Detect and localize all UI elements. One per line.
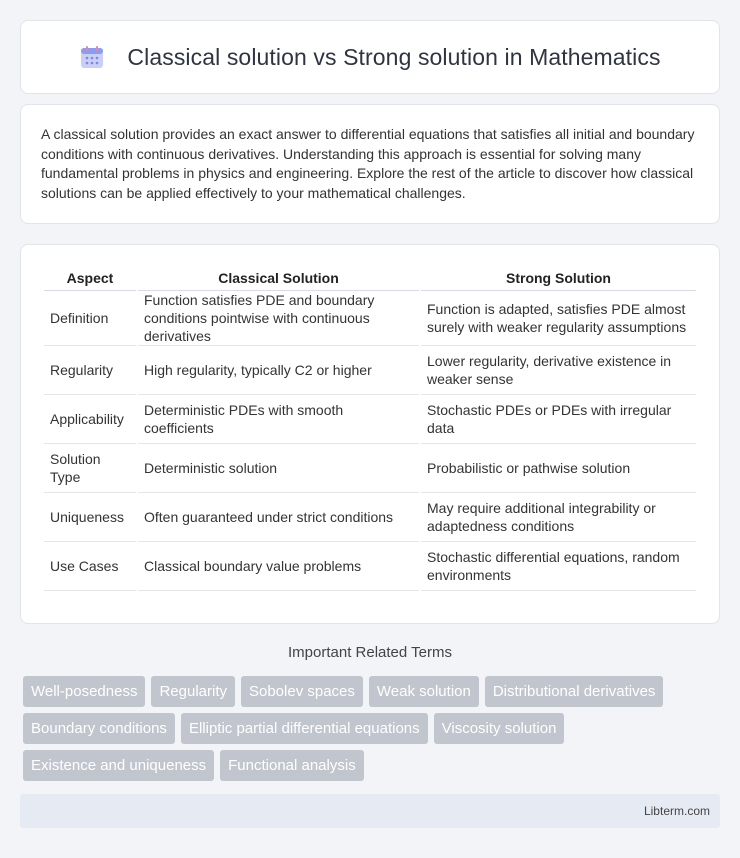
related-terms-list <box>23 676 723 787</box>
table-row <box>44 493 696 542</box>
cell-aspect: Definition <box>44 291 136 346</box>
comparison-table-card <box>20 244 720 624</box>
cell-strong: May require additional integrability or adaptedness conditions <box>421 493 696 542</box>
related-term-tag[interactable]: Functional analysis <box>220 750 364 781</box>
related-terms-title: Important Related Terms <box>288 644 452 661</box>
footer <box>20 794 720 828</box>
header-aspect: Aspect <box>44 265 136 291</box>
cell-classical: Function satisfies PDE and boundary conditions pointwise with continuous derivatives <box>138 291 419 346</box>
cell-classical: Classical boundary value problems <box>138 542 419 591</box>
calendar-icon <box>79 44 105 70</box>
related-term-tag[interactable]: Sobolev spaces <box>241 676 363 707</box>
cell-strong: Lower regularity, derivative existence in weaker sense <box>421 346 696 395</box>
cell-aspect: Applicability <box>44 395 136 444</box>
cell-aspect: Regularity <box>44 346 136 395</box>
table-row <box>44 542 696 591</box>
cell-strong: Stochastic differential equations, random environments <box>421 542 696 591</box>
related-term-tag[interactable]: Boundary conditions <box>23 713 175 744</box>
related-term-tag[interactable]: Weak solution <box>369 676 479 707</box>
intro-card <box>20 104 720 224</box>
table-row <box>44 444 696 493</box>
page-title: Classical solution vs Strong solution in Mathematics <box>127 43 661 70</box>
related-term-tag[interactable]: Regularity <box>151 676 235 707</box>
footer-site-link[interactable]: Libterm.com <box>643 804 710 818</box>
cell-classical: High regularity, typically C2 or higher <box>138 346 419 395</box>
cell-strong: Stochastic PDEs or PDEs with irregular data <box>421 395 696 444</box>
cell-strong: Probabilistic or pathwise solution <box>421 444 696 493</box>
comparison-table <box>42 265 698 591</box>
cell-strong: Function is adapted, satisfies PDE almost surely with weaker regularity assumptions <box>421 291 696 346</box>
header-classical: Classical Solution <box>138 265 419 291</box>
cell-aspect: Solution Type <box>44 444 136 493</box>
table-row <box>44 395 696 444</box>
cell-aspect: Use Cases <box>44 542 136 591</box>
table-row <box>44 291 696 346</box>
related-term-tag[interactable]: Distributional derivatives <box>485 676 664 707</box>
table-row <box>44 346 696 395</box>
cell-classical: Deterministic PDEs with smooth coefficients <box>138 395 419 444</box>
header-card <box>20 20 720 94</box>
cell-aspect: Uniqueness <box>44 493 136 542</box>
cell-classical: Often guaranteed under strict conditions <box>138 493 419 542</box>
related-term-tag[interactable]: Well-posedness <box>23 676 145 707</box>
header-strong: Strong Solution <box>421 265 696 291</box>
related-term-tag[interactable]: Viscosity solution <box>434 713 565 744</box>
intro-text: A classical solution provides an exact answer to differential equations that satisfies all initial and boundary conditions with continuous derivatives. Understanding this approach is essential for solving many fundamental problems in physics and engineering. Explore the rest of the article to discover how classical solutions can be applied effectively to your mathematical challenges. <box>41 126 695 201</box>
related-term-tag[interactable]: Existence and uniqueness <box>23 750 214 781</box>
related-term-tag[interactable]: Elliptic partial differential equations <box>181 713 428 744</box>
cell-classical: Deterministic solution <box>138 444 419 493</box>
table-header-row <box>44 265 696 291</box>
